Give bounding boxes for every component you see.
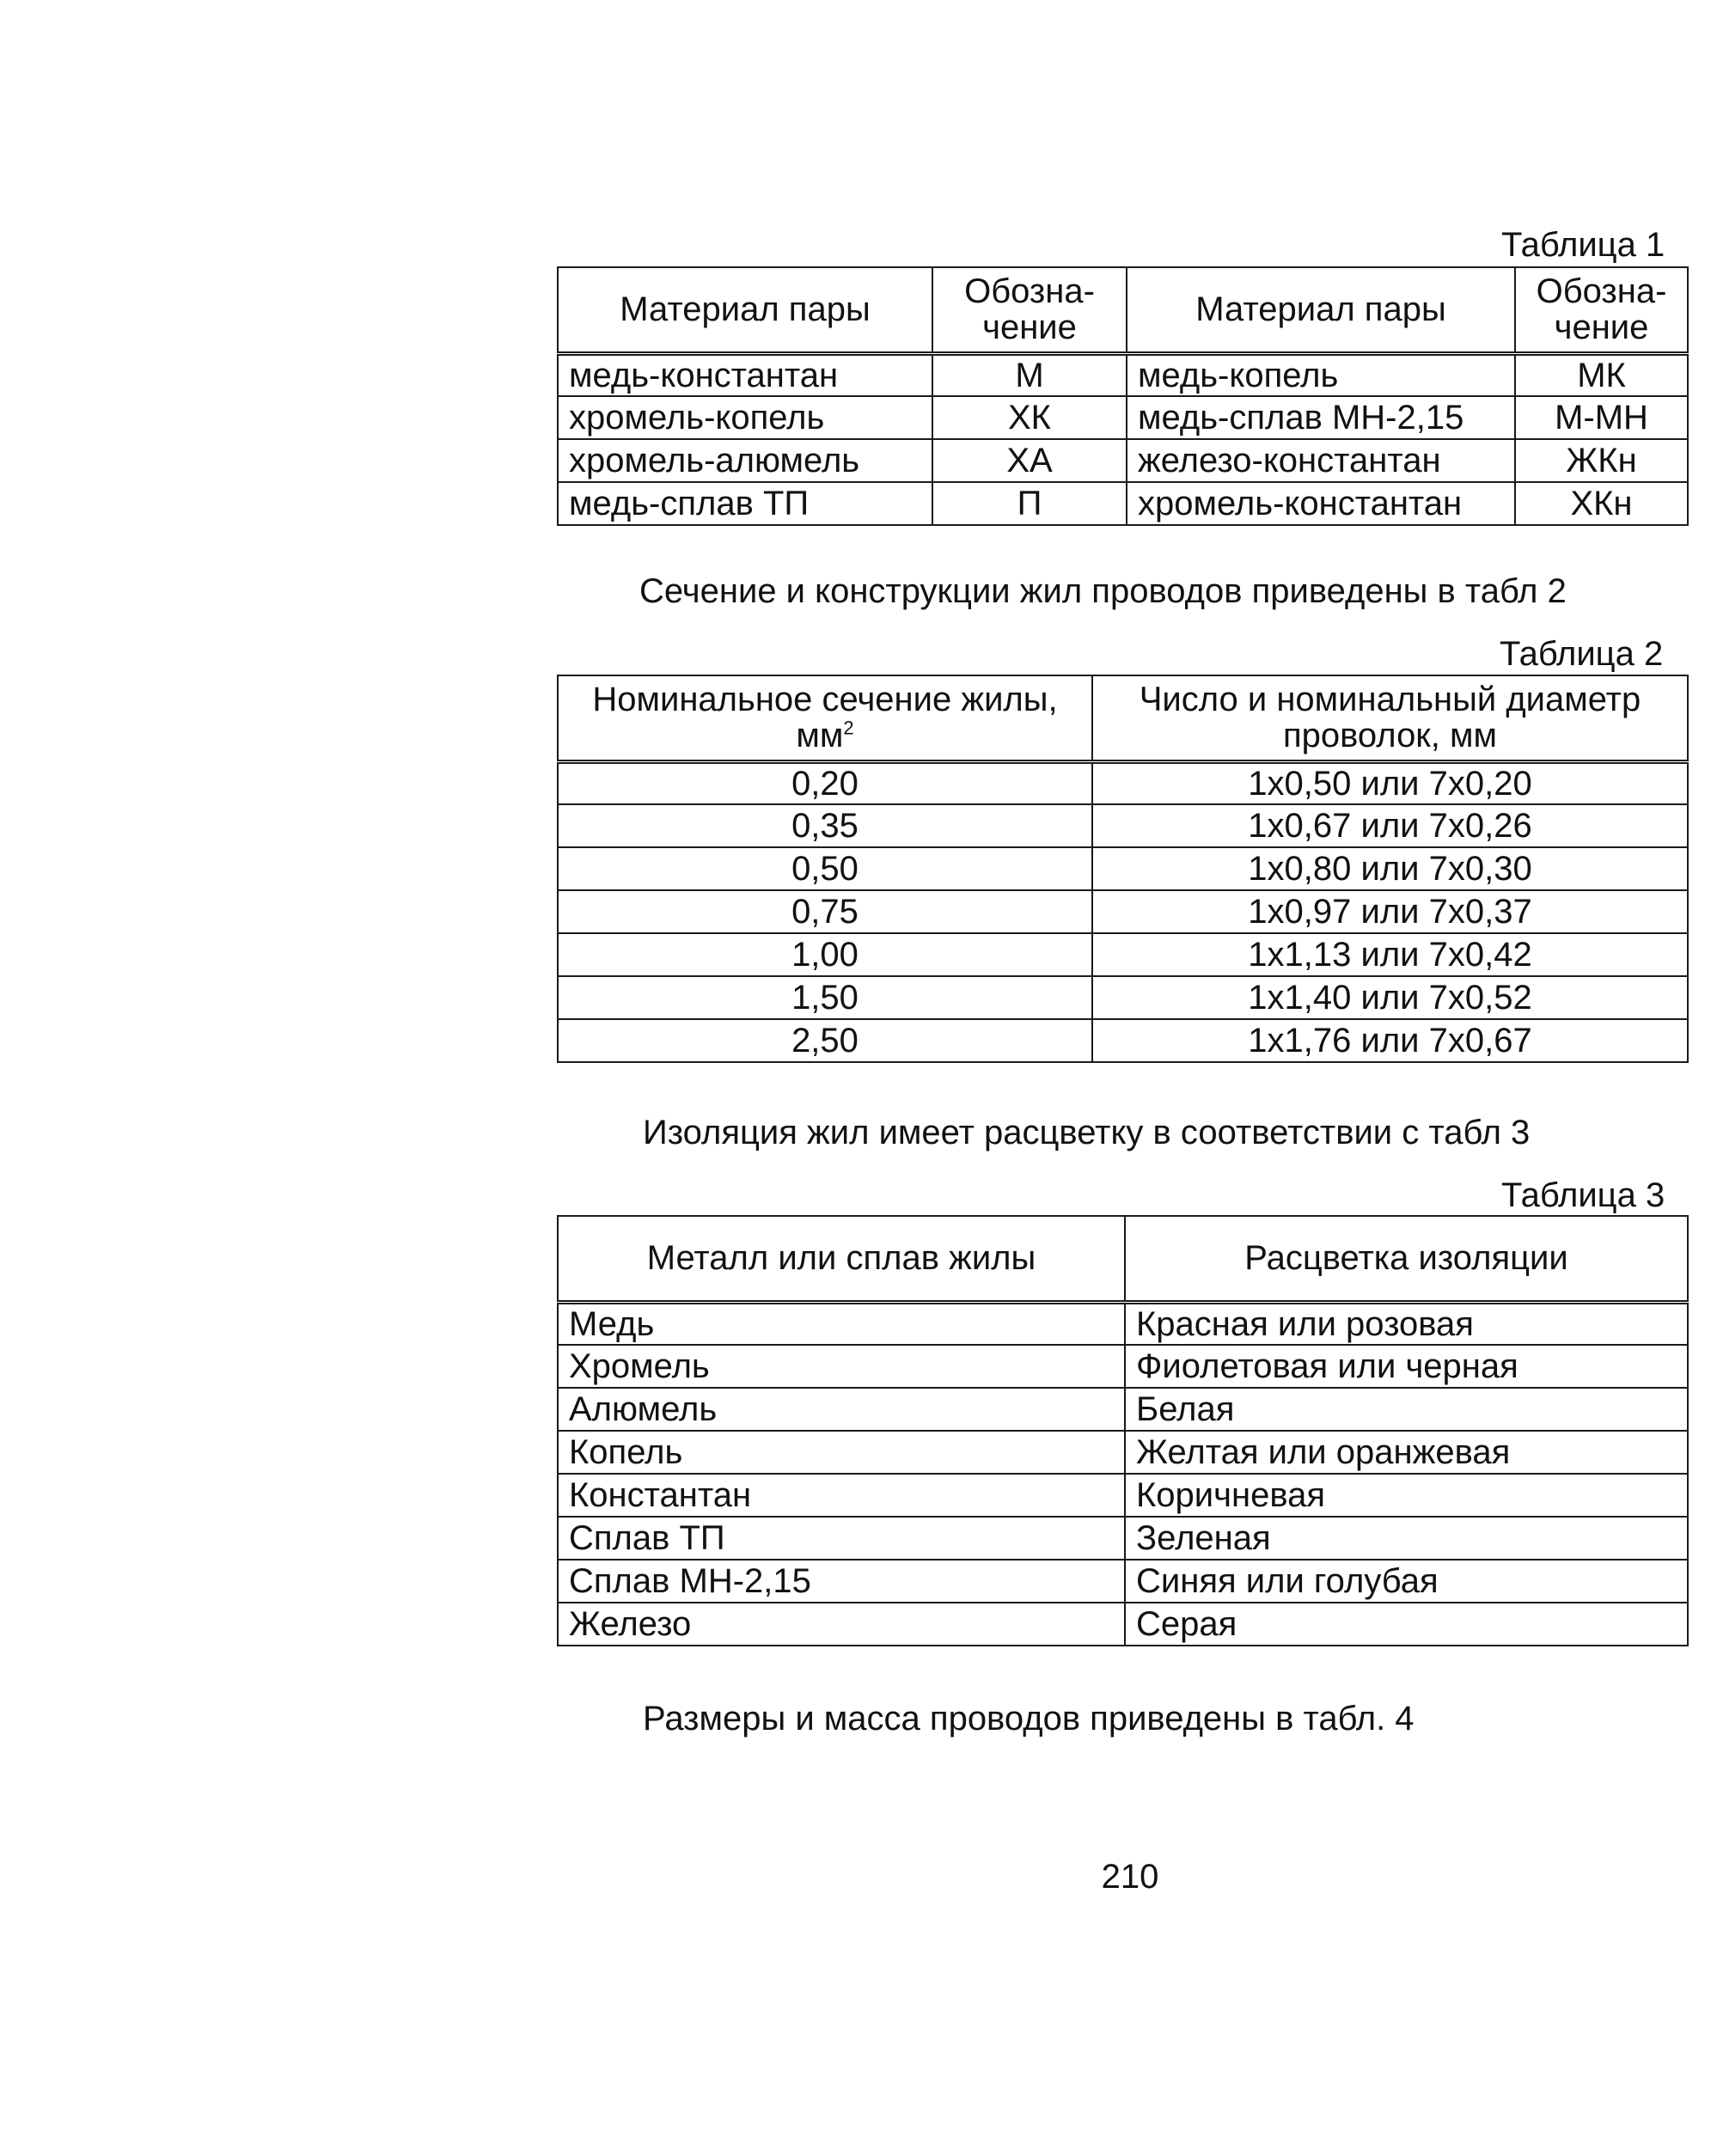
table-row <box>558 1603 1688 1646</box>
table-row <box>558 804 1688 847</box>
table-cell: ХА <box>932 439 1127 482</box>
table-row <box>558 482 1688 525</box>
paragraph-table2-reference: Сечение и конструкции жил проводов приведены в табл 2 <box>639 572 1567 610</box>
table-cell: Константан <box>558 1474 1125 1517</box>
table-cell: Алюмель <box>558 1388 1125 1431</box>
table-cell: 1х0,80 или 7х0,30 <box>1092 847 1688 890</box>
table-cell: ХК <box>932 396 1127 439</box>
table-cell: Сплав МН-2,15 <box>558 1560 1125 1603</box>
table2-header-cell-text: Номинальное сечение жилы, мм <box>592 681 1058 755</box>
table-cell: ХКн <box>1515 482 1688 525</box>
paragraph-table4-reference: Размеры и масса проводов приведены в табл. 4 <box>643 1700 1415 1738</box>
table-cell: хромель-копель <box>558 396 932 439</box>
table-cell: медь-сплав ТП <box>558 482 932 525</box>
table-cell: Хромель <box>558 1345 1125 1388</box>
table1-caption: Таблица 1 <box>1501 226 1665 264</box>
table1 <box>557 266 1689 526</box>
table2 <box>557 675 1689 1063</box>
page-number: 210 <box>1101 1858 1159 1896</box>
table-cell: 1х1,13 или 7х0,42 <box>1092 933 1688 976</box>
table-cell: Зеленая <box>1125 1517 1688 1560</box>
table-cell: 0,50 <box>558 847 1092 890</box>
table-row <box>558 1019 1688 1062</box>
table-cell: ЖКн <box>1515 439 1688 482</box>
table-cell: М-МН <box>1515 396 1688 439</box>
table-cell: Белая <box>1125 1388 1688 1431</box>
table-row <box>558 1431 1688 1474</box>
table-cell: Копель <box>558 1431 1125 1474</box>
table-row <box>558 761 1688 804</box>
table-cell: Желтая или оранжевая <box>1125 1431 1688 1474</box>
superscript: 2 <box>843 717 854 739</box>
table-row <box>558 933 1688 976</box>
table-row <box>558 439 1688 482</box>
paragraph-table3-reference: Изоляция жил имеет расцветку в соответствии с табл 3 <box>643 1114 1531 1151</box>
table3-header-cell: Металл или сплав жилы <box>558 1216 1125 1302</box>
table-cell: Сплав ТП <box>558 1517 1125 1560</box>
table1-header-cell: Материал пары <box>1127 267 1515 353</box>
table2-header-row <box>558 675 1688 761</box>
table-cell: медь-константан <box>558 353 932 396</box>
table1-header-cell: Обозна-чение <box>1515 267 1688 353</box>
table2-caption: Таблица 2 <box>1500 635 1664 673</box>
table-cell: хромель-константан <box>1127 482 1515 525</box>
table1-header-cell: Обозна-чение <box>932 267 1127 353</box>
table-cell: 1х0,50 или 7х0,20 <box>1092 761 1688 804</box>
table-cell: 1х0,67 или 7х0,26 <box>1092 804 1688 847</box>
table-cell: Коричневая <box>1125 1474 1688 1517</box>
table2-header-cell: Число и номинальный диаметр проволок, мм <box>1092 675 1688 761</box>
table-cell: 1х1,76 или 7х0,67 <box>1092 1019 1688 1062</box>
table-cell: М <box>932 353 1127 396</box>
table3 <box>557 1215 1689 1646</box>
table-row <box>558 353 1688 396</box>
table-cell: 0,75 <box>558 890 1092 933</box>
table-row <box>558 1345 1688 1388</box>
table1-header-cell: Материал пары <box>558 267 932 353</box>
table-cell: Медь <box>558 1302 1125 1345</box>
table-cell: 0,20 <box>558 761 1092 804</box>
table-row <box>558 1517 1688 1560</box>
table3-header-cell: Расцветка изоляции <box>1125 1216 1688 1302</box>
table3-header-row <box>558 1216 1688 1302</box>
table-cell: Железо <box>558 1603 1125 1646</box>
table-row <box>558 1388 1688 1431</box>
table-cell: медь-сплав МН-2,15 <box>1127 396 1515 439</box>
table-row <box>558 396 1688 439</box>
table1-header-row <box>558 267 1688 353</box>
table-cell: МК <box>1515 353 1688 396</box>
table-cell: хромель-алюмель <box>558 439 932 482</box>
table-cell: железо-константан <box>1127 439 1515 482</box>
table-cell: П <box>932 482 1127 525</box>
table-cell: 1,50 <box>558 976 1092 1019</box>
table-cell: 1х0,97 или 7х0,37 <box>1092 890 1688 933</box>
table-cell: 0,35 <box>558 804 1092 847</box>
table-row <box>558 890 1688 933</box>
table-row <box>558 847 1688 890</box>
table-cell: 2,50 <box>558 1019 1092 1062</box>
table2-header-cell <box>558 675 1092 761</box>
table-row <box>558 1474 1688 1517</box>
table-cell: Синяя или голубая <box>1125 1560 1688 1603</box>
table3-caption: Таблица 3 <box>1501 1176 1665 1214</box>
table-cell: 1х1,40 или 7х0,52 <box>1092 976 1688 1019</box>
table-cell: Фиолетовая или черная <box>1125 1345 1688 1388</box>
table-cell: медь-копель <box>1127 353 1515 396</box>
table-cell: Серая <box>1125 1603 1688 1646</box>
table-row <box>558 1302 1688 1345</box>
table-row <box>558 976 1688 1019</box>
table-cell: Красная или розовая <box>1125 1302 1688 1345</box>
table-cell: 1,00 <box>558 933 1092 976</box>
table-row <box>558 1560 1688 1603</box>
